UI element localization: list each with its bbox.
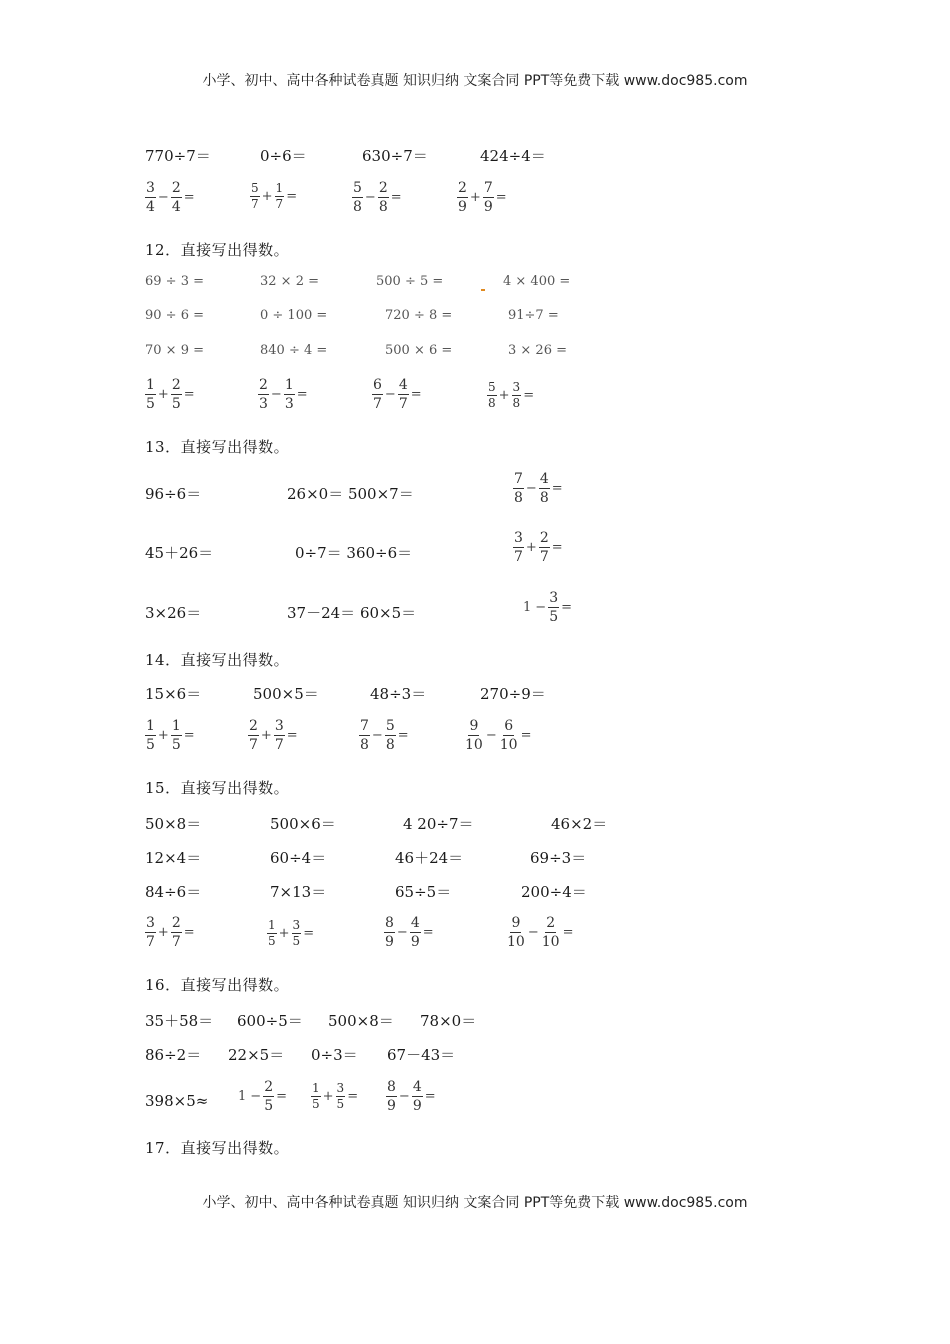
fraction [464, 718, 484, 753]
fraction [506, 915, 526, 950]
denominator: 5 [171, 396, 181, 412]
operator: − [157, 190, 169, 205]
question-title: 15．直接写出得数。 [145, 779, 290, 797]
numerator: 3 [512, 380, 521, 394]
question-title: 14．直接写出得数。 [145, 651, 290, 669]
problem: 12×4＝ [145, 849, 202, 867]
denominator: 7 [274, 737, 284, 753]
problem: 91÷7 = [508, 308, 559, 323]
numerator: 5 [385, 718, 395, 734]
denominator: 8 [360, 737, 369, 753]
denominator: 5 [146, 737, 155, 753]
problem: 70 × 9 = [145, 343, 204, 358]
numerator: 1 [146, 377, 155, 393]
denominator: 9 [412, 1098, 422, 1114]
fraction [386, 1079, 397, 1114]
page-header: 小学、初中、高中各种试卷真题 知识归纳 文案合同 PPT等免费下载 www.doc985.com [202, 73, 748, 89]
denominator: 7 [539, 549, 549, 565]
numerator: 9 [511, 915, 521, 931]
fraction [512, 381, 522, 410]
fraction [352, 180, 363, 215]
problem: 600÷5＝ [237, 1012, 303, 1030]
fraction [250, 182, 260, 211]
problem: 50×8＝ [145, 815, 202, 833]
fraction [410, 915, 421, 950]
fraction [457, 180, 468, 215]
equals-sign: = [410, 387, 422, 402]
fraction [539, 530, 550, 565]
fraction-problem [352, 180, 404, 215]
numerator: 9 [469, 718, 479, 734]
denominator: 7 [146, 934, 155, 950]
fraction [284, 377, 295, 412]
equals-sign: = [276, 1089, 288, 1104]
numerator: 3 [274, 718, 284, 734]
numerator: 5 [488, 380, 496, 394]
operator: − [384, 387, 396, 402]
fraction [171, 180, 182, 215]
numerator: 1 [284, 377, 294, 393]
fraction-problem [513, 471, 565, 506]
denominator: 4 [146, 199, 155, 215]
equals-sign: = [520, 728, 532, 743]
numerator: 2 [171, 915, 181, 931]
fraction-problem [267, 919, 316, 948]
fraction [336, 1082, 346, 1111]
operator: − [525, 481, 537, 496]
numerator: 5 [353, 180, 362, 196]
denominator: 9 [385, 934, 394, 950]
problem: 67－43＝ [387, 1046, 456, 1064]
problem: 22×5＝ [228, 1046, 285, 1064]
question-title: 16．直接写出得数。 [145, 976, 290, 994]
problem: 15×6＝ [145, 685, 202, 703]
numerator: 3 [549, 590, 559, 606]
denominator: 5 [264, 1098, 274, 1114]
page-footer: 小学、初中、高中各种试卷真题 知识归纳 文案合同 PPT等免费下载 www.doc985.com [202, 1195, 748, 1211]
problem: 96÷6＝ [145, 485, 202, 503]
numerator: 2 [378, 180, 388, 196]
numerator: 1 [268, 918, 276, 932]
fraction [513, 530, 524, 565]
numerator: 5 [251, 181, 259, 195]
numerator: 4 [410, 915, 420, 931]
problem: 32 × 2 = [260, 274, 319, 289]
fraction [513, 471, 524, 506]
numerator: 4 [412, 1079, 422, 1095]
denominator: 8 [539, 490, 549, 506]
numerator: 8 [387, 1079, 396, 1095]
numerator: 3 [292, 918, 301, 932]
problem: 65÷5＝ [395, 883, 452, 901]
numerator: 3 [514, 530, 523, 546]
problem: 69 ÷ 3 = [145, 274, 204, 289]
denominator: 5 [336, 1097, 345, 1111]
problem: 200÷4＝ [521, 883, 587, 901]
numerator: 2 [171, 180, 181, 196]
denominator: 10 [465, 737, 483, 753]
problem: 60÷4＝ [270, 849, 327, 867]
denominator: 9 [387, 1098, 396, 1114]
fraction-problem [311, 1082, 360, 1111]
operator: + [469, 190, 481, 205]
numerator: 7 [483, 180, 493, 196]
denominator: 7 [251, 197, 259, 211]
problem: 0÷6＝ [260, 147, 307, 165]
fraction-problem [250, 182, 299, 211]
denominator: 5 [549, 609, 559, 625]
denominator: 3 [284, 396, 294, 412]
equals-sign: = [303, 926, 315, 941]
denominator: 4 [171, 199, 181, 215]
fraction [384, 915, 395, 950]
equals-sign: = [422, 925, 434, 940]
equals-sign: = [183, 387, 195, 402]
problem: 3×26＝ [145, 604, 202, 622]
problem: 500 ÷ 5 = [376, 274, 444, 289]
operator: + [322, 1089, 334, 1104]
fraction-problem [386, 1079, 438, 1114]
numerator: 3 [146, 915, 155, 931]
fraction-problem [248, 718, 300, 753]
problem: 46×2＝ [551, 815, 608, 833]
denominator: 8 [512, 396, 521, 410]
denominator: 8 [385, 737, 395, 753]
problem: 0 ÷ 100 = [260, 308, 328, 323]
fraction [483, 180, 494, 215]
problem: 69÷3＝ [530, 849, 587, 867]
problem: 45＋26＝ [145, 544, 214, 562]
fraction [248, 718, 259, 753]
fraction [145, 377, 156, 412]
equals-sign: = [286, 189, 298, 204]
operator: + [157, 387, 169, 402]
problem: 35＋58＝ [145, 1012, 214, 1030]
denominator: 8 [488, 396, 496, 410]
operator: − [364, 190, 376, 205]
equals-sign: = [397, 728, 409, 743]
operator: − [535, 600, 547, 615]
problem: 46＋24＝ [395, 849, 464, 867]
fraction [145, 915, 156, 950]
denominator: 5 [146, 396, 155, 412]
question-title: 13．直接写出得数。 [145, 438, 290, 456]
fraction-problem [145, 180, 197, 215]
fraction [487, 381, 497, 410]
equals-sign: = [183, 728, 195, 743]
numerator: 1 [146, 718, 155, 734]
equals-sign: = [551, 481, 563, 496]
fraction [499, 718, 519, 753]
denominator: 7 [249, 737, 258, 753]
problem: 424÷4＝ [480, 147, 546, 165]
fraction-problem [464, 718, 533, 753]
fraction [311, 1082, 321, 1111]
problem: 37－24＝ 60×5＝ [287, 604, 417, 622]
operator: + [525, 540, 537, 555]
operator: − [250, 1089, 262, 1104]
problem: 500×8＝ [328, 1012, 394, 1030]
denominator: 9 [410, 934, 420, 950]
fraction-problem [359, 718, 411, 753]
denominator: 10 [507, 934, 525, 950]
equals-sign: = [562, 925, 574, 940]
whole-number: 1 [238, 1089, 247, 1104]
numerator: 3 [146, 180, 155, 196]
numerator: 7 [514, 471, 523, 487]
numerator: 7 [360, 718, 369, 734]
operator: + [498, 388, 510, 403]
equals-sign: = [286, 728, 298, 743]
denominator: 9 [483, 199, 493, 215]
fraction-problem [384, 915, 436, 950]
denominator: 5 [171, 737, 181, 753]
equals-sign: = [390, 190, 402, 205]
numerator: 1 [312, 1081, 320, 1095]
numerator: 4 [539, 471, 549, 487]
denominator: 5 [268, 934, 276, 948]
fraction [145, 718, 156, 753]
problem: 3 × 26 = [508, 343, 567, 358]
denominator: 7 [373, 396, 382, 412]
numerator: 1 [275, 181, 284, 195]
fraction [541, 915, 561, 950]
equals-sign: = [523, 388, 535, 403]
denominator: 3 [259, 396, 268, 412]
problem: 78×0＝ [420, 1012, 477, 1030]
fraction-problem [372, 377, 424, 412]
fraction-problem [513, 530, 565, 565]
denominator: 7 [275, 197, 284, 211]
numerator: 2 [458, 180, 467, 196]
problem: 270÷9＝ [480, 685, 546, 703]
problem: 7×13＝ [270, 883, 327, 901]
problem: 84÷6＝ [145, 883, 202, 901]
numerator: 1 [171, 718, 181, 734]
whole-number: 1 [523, 600, 532, 615]
fraction [378, 180, 389, 215]
fraction [398, 377, 409, 412]
fraction [539, 471, 550, 506]
fraction-problem [236, 1079, 289, 1114]
problem: 770÷7＝ [145, 147, 211, 165]
denominator: 8 [378, 199, 388, 215]
operator: + [278, 926, 290, 941]
fraction-problem [145, 377, 197, 412]
numerator: 6 [504, 718, 514, 734]
fraction [412, 1079, 423, 1114]
fraction [548, 590, 559, 625]
fraction-problem [145, 718, 197, 753]
numerator: 3 [336, 1081, 345, 1095]
numerator: 2 [171, 377, 181, 393]
numerator: 2 [546, 915, 556, 931]
fraction [372, 377, 383, 412]
denominator: 10 [541, 934, 560, 950]
equals-sign: = [551, 540, 563, 555]
operator: − [396, 925, 408, 940]
fraction-problem [506, 915, 575, 950]
operator: + [261, 189, 273, 204]
fraction [385, 718, 396, 753]
fraction [263, 1079, 274, 1114]
operator: − [398, 1089, 410, 1104]
denominator: 9 [458, 199, 467, 215]
equals-sign: = [183, 925, 195, 940]
fraction-problem [258, 377, 310, 412]
problem: 500×6＝ [270, 815, 336, 833]
problem: 86÷2＝ [145, 1046, 202, 1064]
denominator: 5 [292, 934, 301, 948]
orange-mark [481, 289, 485, 291]
problem: 630÷7＝ [362, 147, 428, 165]
question-title: 12．直接写出得数。 [145, 241, 290, 259]
equals-sign: = [183, 190, 195, 205]
equals-sign: = [424, 1089, 436, 1104]
fraction-problem [457, 180, 509, 215]
problem: 720 ÷ 8 = [385, 308, 453, 323]
equals-sign: = [296, 387, 308, 402]
equals-sign: = [561, 600, 573, 615]
numerator: 2 [264, 1079, 274, 1095]
problem: 398×5≈ [145, 1092, 209, 1110]
denominator: 8 [514, 490, 523, 506]
fraction [171, 915, 182, 950]
denominator: 7 [171, 934, 181, 950]
fraction-problem [521, 590, 574, 625]
fraction [258, 377, 269, 412]
equals-sign: = [347, 1089, 359, 1104]
fraction-problem [487, 381, 536, 410]
fraction [292, 919, 302, 948]
fraction [359, 718, 370, 753]
denominator: 8 [353, 199, 362, 215]
operator: + [157, 728, 169, 743]
operator: − [371, 728, 383, 743]
denominator: 5 [312, 1097, 320, 1111]
problem: 90 ÷ 6 = [145, 308, 204, 323]
problem: 500 × 6 = [385, 343, 453, 358]
fraction [274, 718, 285, 753]
equals-sign: = [495, 190, 507, 205]
question-title: 17．直接写出得数。 [145, 1139, 290, 1157]
numerator: 2 [539, 530, 549, 546]
problem: 4 × 400 = [503, 274, 571, 289]
fraction [171, 718, 182, 753]
denominator: 10 [499, 737, 518, 753]
problem: 0÷3＝ [311, 1046, 358, 1064]
operator: + [260, 728, 272, 743]
numerator: 2 [259, 377, 268, 393]
problem: 4 20÷7＝ [403, 815, 474, 833]
denominator: 7 [398, 396, 408, 412]
numerator: 2 [249, 718, 258, 734]
problem: 48÷3＝ [370, 685, 427, 703]
fraction-problem [145, 915, 197, 950]
problem: 0÷7＝ 360÷6＝ [295, 544, 413, 562]
problem: 26×0＝ 500×7＝ [287, 485, 414, 503]
fraction [171, 377, 182, 412]
numerator: 4 [398, 377, 408, 393]
fraction [145, 180, 156, 215]
numerator: 8 [385, 915, 394, 931]
numerator: 6 [373, 377, 382, 393]
problem: 840 ÷ 4 = [260, 343, 328, 358]
fraction [275, 182, 285, 211]
operator: + [157, 925, 169, 940]
problem: 500×5＝ [253, 685, 319, 703]
operator: − [527, 925, 539, 940]
operator: − [270, 387, 282, 402]
denominator: 7 [514, 549, 523, 565]
operator: − [485, 728, 497, 743]
fraction [267, 919, 277, 948]
